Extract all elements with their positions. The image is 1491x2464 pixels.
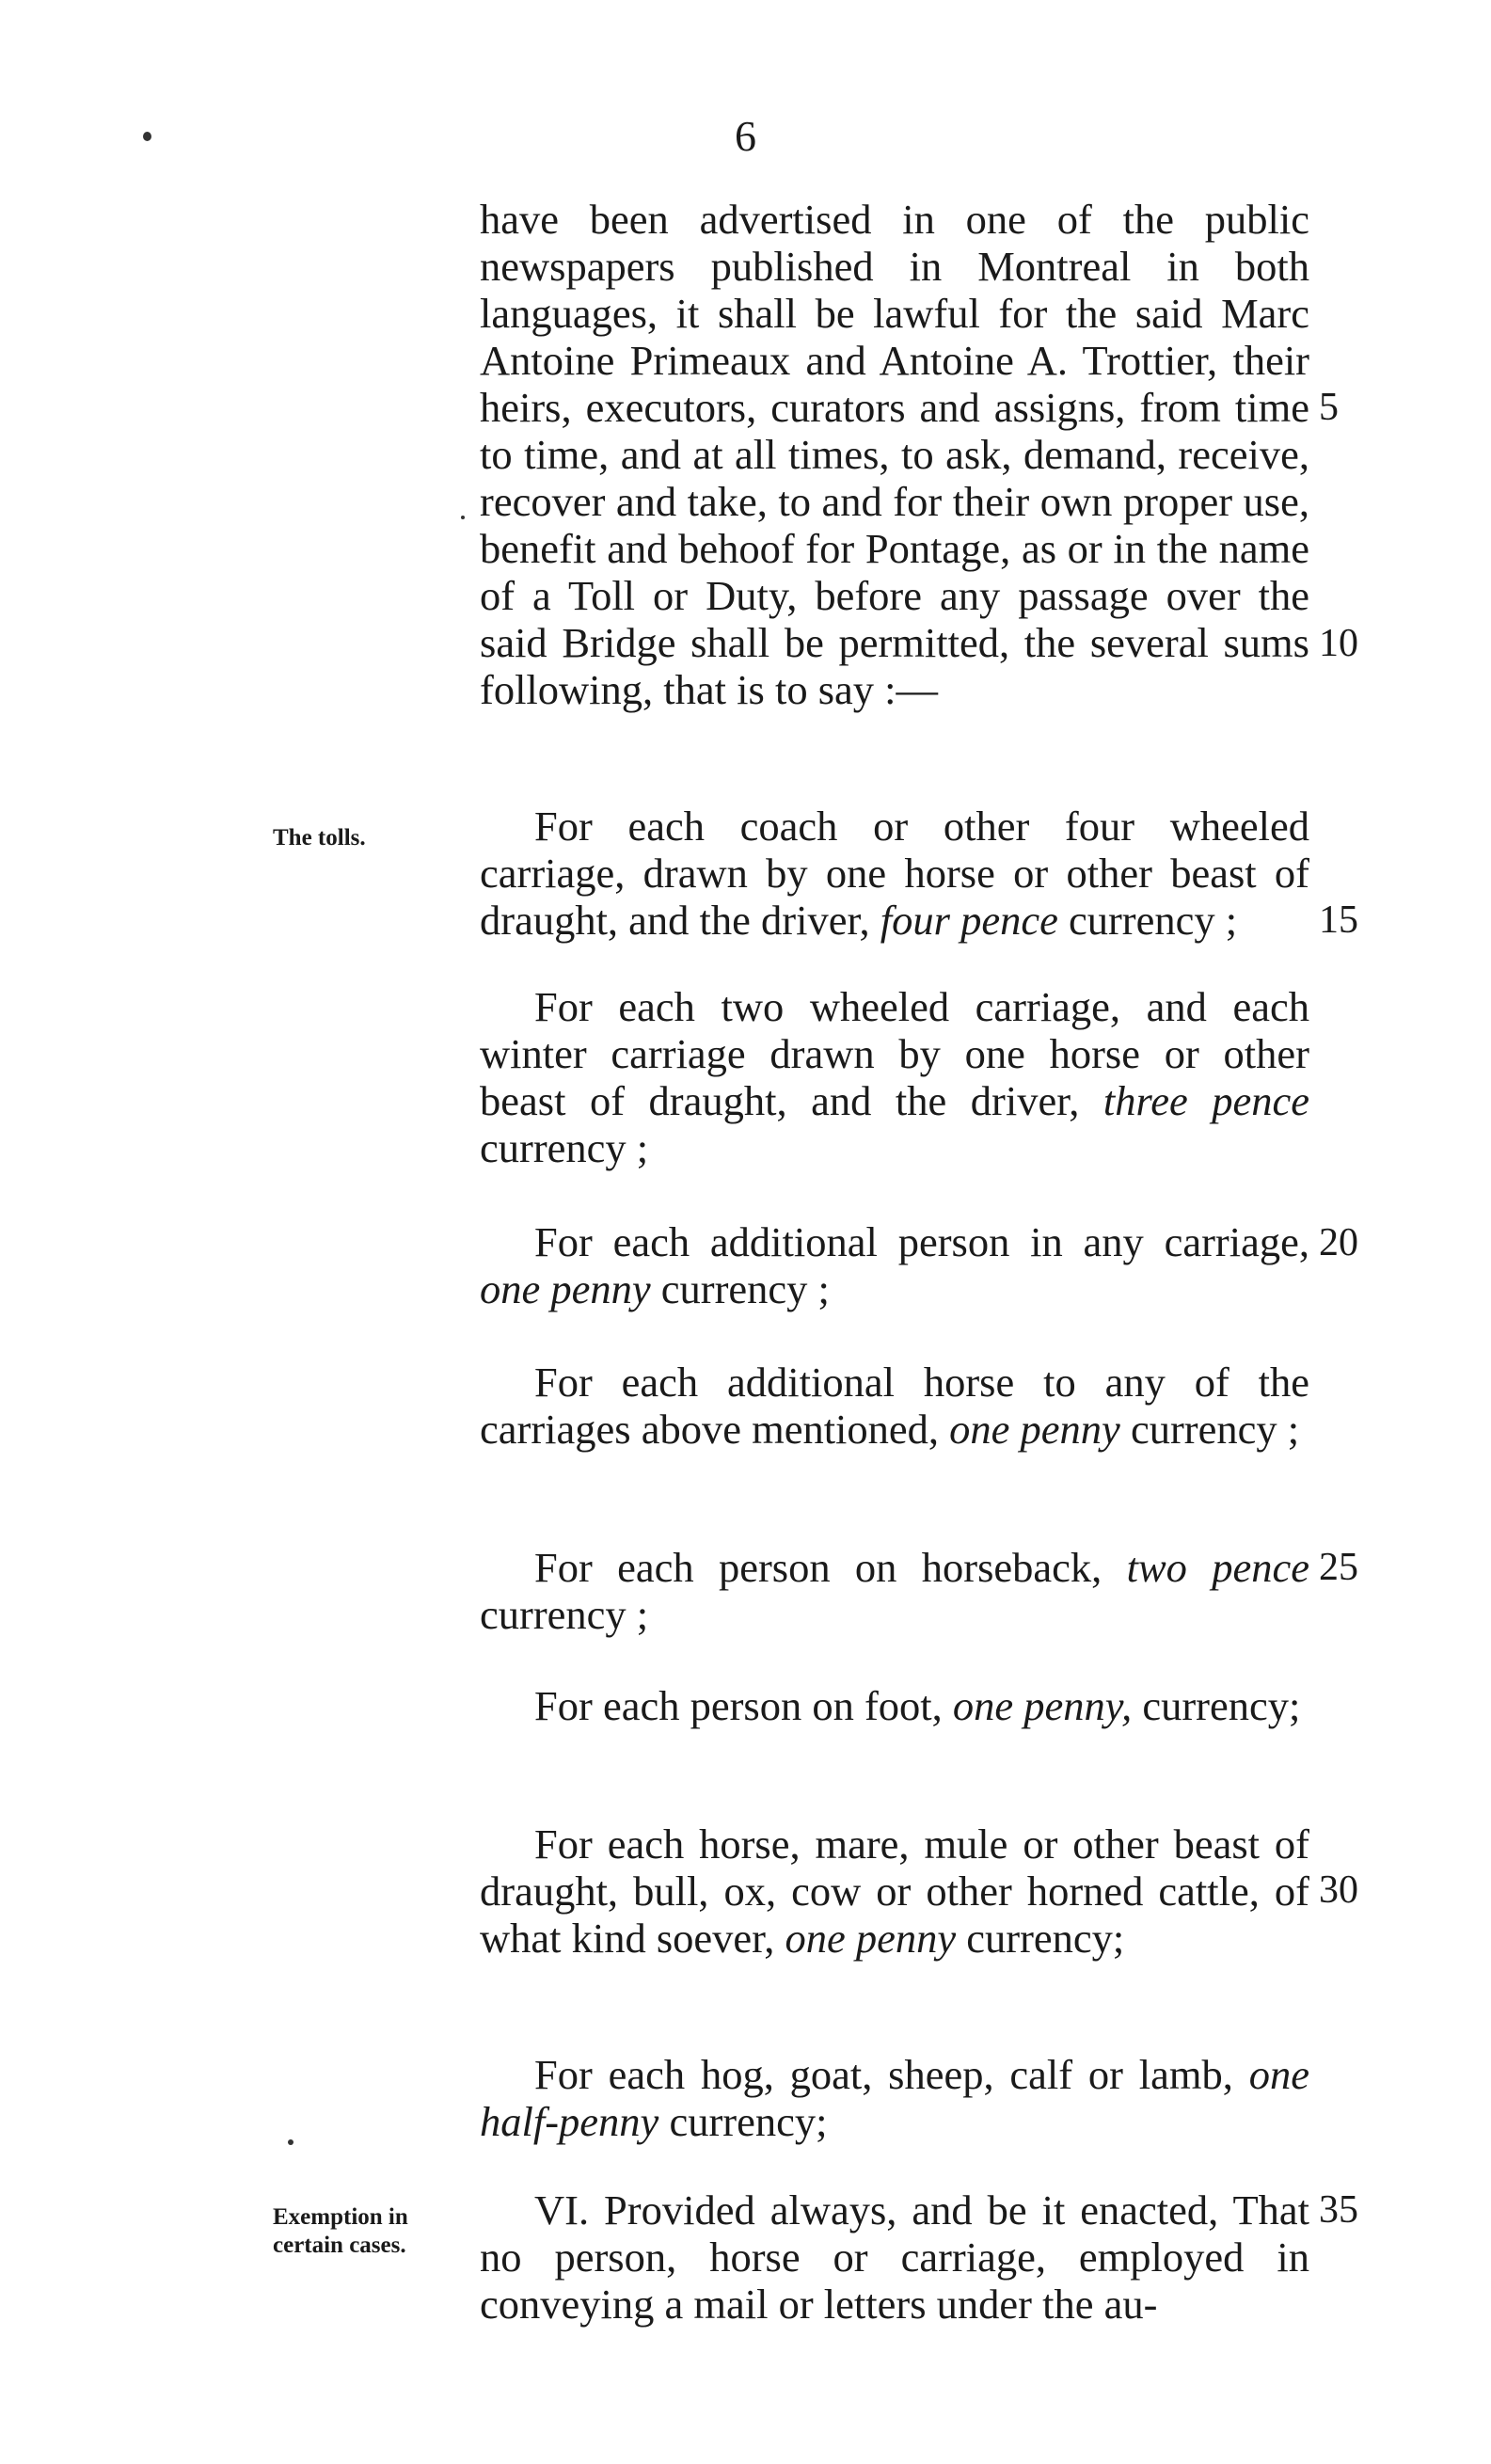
text-run: currency ;: [650, 1265, 830, 1312]
text-run: For each person on horseback,: [534, 1544, 1127, 1591]
italic-amount: three pence: [1102, 1077, 1309, 1124]
text-run: currency ;: [1119, 1406, 1300, 1453]
paragraph-toll-two-wheeled: [480, 983, 1309, 1171]
paragraph-toll-cattle: [480, 1820, 1309, 1962]
ink-speck: [143, 132, 151, 141]
italic-amount: two pence: [1126, 1544, 1309, 1591]
text-run: currency;: [956, 1915, 1125, 1962]
page-number: 6: [735, 112, 756, 160]
paragraph-toll-foot: [480, 1682, 1309, 1729]
ink-speck: [461, 516, 465, 519]
italic-amount: one penny: [785, 1915, 957, 1962]
line-number-10: 10: [1319, 622, 1358, 665]
italic-amount: one penny,: [952, 1682, 1133, 1729]
text-run: For each two wheeled carriage, and each winter carriage drawn by one horse or other beast of draught, and the driver,: [480, 983, 1309, 1124]
text-run: For each additional horse to any of the carriages above mentioned,: [480, 1359, 1309, 1453]
text-run: currency ;: [480, 1124, 649, 1171]
paragraph-text: [480, 1359, 1309, 1453]
line-number-5: 5: [1319, 386, 1339, 429]
italic-amount: one penny: [480, 1265, 651, 1312]
line-number-35: 35: [1319, 2188, 1358, 2232]
paragraph-text: [480, 803, 1309, 944]
margin-note-tolls: The tolls.: [273, 825, 366, 850]
paragraph-text: [480, 983, 1309, 1171]
paragraph-toll-small-animals: [480, 2051, 1309, 2145]
paragraph-text: [480, 2051, 1309, 2145]
text-run: currency;: [658, 2098, 828, 2145]
line-number-20: 20: [1319, 1221, 1358, 1264]
paragraph-text: [480, 1820, 1309, 1962]
text-run: have been advertised in one of the public newspapers published in Montreal in both languages, it shall be lawful for the said Marc Antoine Primeaux and Antoine A. Trottier, their heirs, executors, curators and assigns, from time to time, and at all times, to ask, demand, receive, recover and take, to and for their own proper use, benefit and behoof for Pontage, as or in the name of a Toll or Duty, before any passage over the said Bridge shall be permitted, the several sums following, that is to say :—: [480, 196, 1309, 713]
text-run: VI. Provided always, and be it enacted, That no person, horse or carriage, employed in conveying a mail or letters under the au-: [480, 2186, 1309, 2328]
italic-amount: one penny: [949, 1406, 1120, 1453]
line-number-15: 15: [1319, 898, 1358, 942]
paragraph-text: [480, 2186, 1309, 2328]
paragraph-text: [480, 1682, 1309, 1729]
paragraph-toll-additional-person: [480, 1218, 1309, 1312]
ink-speck: [288, 2139, 293, 2145]
paragraph-text: [480, 1218, 1309, 1312]
text-run: For each horse, mare, mule or other beast of draught, bull, ox, cow or other horned cattle, of what kind soever,: [480, 1820, 1309, 1962]
text-run: currency ;: [480, 1591, 649, 1638]
line-number-30: 30: [1319, 1868, 1358, 1912]
paragraph-section-vi: [480, 2186, 1309, 2328]
paragraph-toll-additional-horse: [480, 1359, 1309, 1453]
text-run: currency;: [1132, 1682, 1301, 1729]
paragraph-toll-horseback: [480, 1544, 1309, 1638]
paragraph-text: [480, 1544, 1309, 1638]
text-run: For each person on foot,: [534, 1682, 953, 1729]
text-run: For each additional person in any carriage,: [534, 1218, 1309, 1265]
margin-note-exemption: Exemption in certain cases.: [273, 2204, 408, 2258]
paragraph-toll-coach: [480, 803, 1309, 944]
text-run: For each hog, goat, sheep, calf or lamb,: [534, 2051, 1249, 2098]
italic-amount: four pence: [880, 897, 1058, 944]
paragraph-text: [480, 196, 1309, 713]
text-run: currency ;: [1057, 897, 1238, 944]
paragraph-1: [480, 196, 1309, 713]
line-number-25: 25: [1319, 1546, 1358, 1589]
text-run: For each coach or other four wheeled carriage, drawn by one horse or other beast of draught, and the driver,: [480, 803, 1309, 944]
italic-amount: one half-penny: [480, 2051, 1309, 2145]
